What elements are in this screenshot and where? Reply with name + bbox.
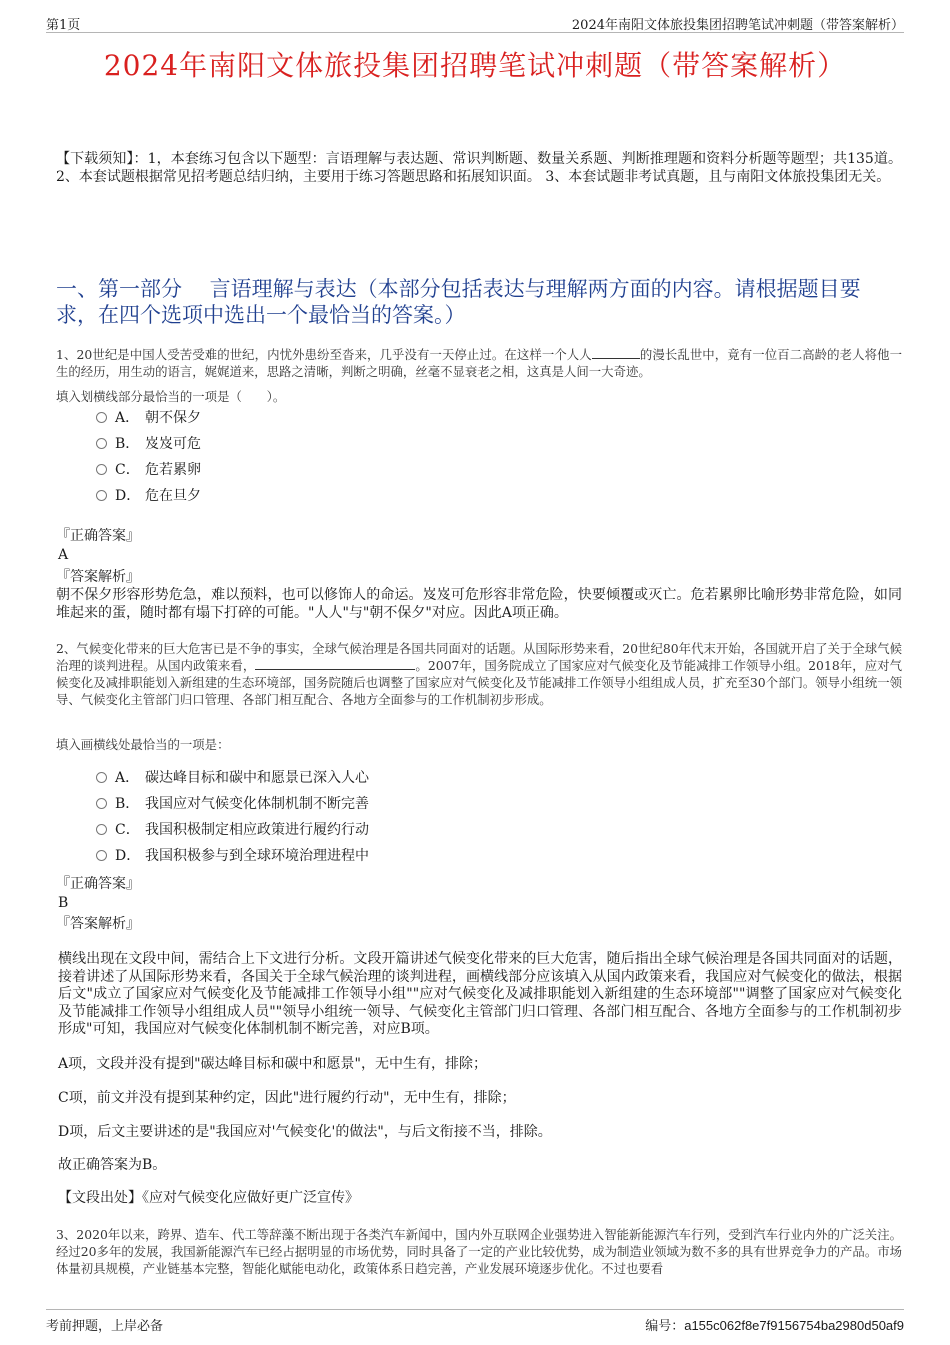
answer-blank xyxy=(592,346,640,359)
q2-note-c: C项，前文并没有提到某种约定，因此"进行履约行动"，无中生有，排除； xyxy=(58,1090,516,1106)
radio-icon[interactable] xyxy=(96,850,107,861)
q1-analysis-label: 『答案解析』 xyxy=(56,569,140,585)
radio-icon[interactable] xyxy=(96,438,107,449)
question-3-stem: 3、2020年以来，跨界、造车、代工等辞藻不断出现于各类汽车新闻中，国内外互联网企业强势进入智能新能源汽车行列，受到汽车行业内外的广泛关注。经过20多年的发展，我国新能源汽车已经占据明显的市场优势，同时具备了一定的产业比较优势，成为制造业领域为数不多的具有世界竞争力的产品。市场体量初具规模，产业链基本完整，智能化赋能电动化，政策体系日趋完善，产业发展环境逐步优化。不过也要看 xyxy=(56,1227,902,1276)
page-footer xyxy=(46,1309,904,1334)
q2-note-a: A项，文段并没有提到"碳达峰目标和碳中和愿景"，无中生有，排除； xyxy=(58,1056,487,1072)
q2-option-a[interactable]: A． 碳达峰目标和碳中和愿景已深入人心 xyxy=(96,768,369,788)
q2-analysis-label: 『答案解析』 xyxy=(56,916,140,932)
q1-answer-label: 『正确答案』 xyxy=(56,528,140,544)
q1-option-c[interactable]: C． 危若累卵 xyxy=(96,460,201,480)
question-1-stem: 1、20世纪是中国人受苦受难的世纪，内忧外患纷至沓来，几乎没有一天停止过。在这样一个人人 的漫长乱世中，竟有一位百二高龄的老人将他一生的经历，用生动的语言，娓娓道来，思路之清晰，判断之明确，丝毫不显衰老之相，这真是人间一大奇迹。 xyxy=(56,347,902,379)
question-2-prompt: 填入画横线处最恰当的一项是： xyxy=(56,737,230,752)
download-notice: 【下载须知】：1，本套练习包含以下题型：言语理解与表达题、常识判断题、数量关系题、判断推理题和资料分析题等题型；共135道。 2、本套试题根据常见招考题总结归纳，主要用于练习答题思路和拓展知识面。 3、本套试题非考试真题，且与南阳文体旅投集团无关。 xyxy=(56,151,902,185)
header-doc-title: 2024年南阳文体旅投集团招聘笔试冲刺题（带答案解析） xyxy=(571,18,904,33)
footer-code: 编号：a155c062f8e7f9156754ba2980d50af9 xyxy=(645,1318,904,1333)
page-number: 第1页 xyxy=(46,18,81,33)
q2-source: 【文段出处】《应对气候变化应做好更广泛宣传》 xyxy=(58,1190,359,1206)
question-2-stem: 2、气候变化带来的巨大危害已是不争的事实，全球气候治理是各国共同面对的话题。从国际形势来看，20世纪80年代末开始，各国就开启了关于全球气候治理的谈判进程。从国内政策来看， 。2007年，国务院成立了国家应对气候变化及节能减排工作领导小组。2018年，应对气候变化及减排职能划入新组建的生态环境部，国务院随后也调整了国家应对气候变化及节能减排工作领导小组组成人员，扩充至30个部门。领导小组统一领导、气候变化主管部门归口管理、各部门相互配合、各地方全面参与的工作机制初步形成。 xyxy=(56,641,902,707)
document-title: 2024年南阳文体旅投集团招聘笔试冲刺题（带答案解析） xyxy=(103,49,847,82)
q2-answer: B xyxy=(58,895,69,911)
section-title: 一、第一部分 言语理解与表达（本部分包括表达与理解两方面的内容。请根据题目要求，在四个选项中选出一个最恰当的答案。） xyxy=(56,277,861,327)
q2-option-b[interactable]: B． 我国应对气候变化体制机制不断完善 xyxy=(96,794,369,814)
q2-answer-label: 『正确答案』 xyxy=(56,876,140,892)
radio-icon[interactable] xyxy=(96,824,107,835)
q2-option-c[interactable]: C． 我国积极制定相应政策进行履约行动 xyxy=(96,820,369,840)
q1-option-b[interactable]: B． 岌岌可危 xyxy=(96,434,201,454)
radio-icon[interactable] xyxy=(96,772,107,783)
q2-conclusion: 故正确答案为B。 xyxy=(58,1157,167,1173)
radio-icon[interactable] xyxy=(96,490,107,501)
radio-icon[interactable] xyxy=(96,464,107,475)
q1-option-d[interactable]: D． 危在旦夕 xyxy=(96,486,201,506)
radio-icon[interactable] xyxy=(96,798,107,809)
page-header xyxy=(46,12,904,33)
footer-slogan: 考前押题，上岸必备 xyxy=(46,1319,164,1334)
answer-blank xyxy=(255,657,415,670)
q1-analysis: 朝不保夕形容形势危急，难以预料，也可以修饰人的命运。岌岌可危形容非常危险，快要倾覆或灭亡。危若累卵比喻形势非常危险，如同堆起来的蛋，随时都有塌下打碎的可能。"人人"与"朝不保夕"对应。因此A项正确。 xyxy=(56,587,902,621)
q1-answer: A xyxy=(58,547,69,563)
q2-option-d[interactable]: D． 我国积极参与到全球环境治理进程中 xyxy=(96,846,369,866)
q2-note-d: D项，后文主要讲述的是"我国应对'气候变化'的做法"，与后文衔接不当，排除。 xyxy=(58,1124,552,1140)
question-1-prompt: 填入划横线部分最恰当的一项是（ ）。 xyxy=(56,389,286,404)
q2-analysis: 横线出现在文段中间，需结合上下文进行分析。文段开篇讲述气候变化带来的巨大危害，随后指出全球气候治理是各国共同面对的话题，接着讲述了从国际形势来看，各国关于全球气候治理的谈判进程，画横线部分应该填入从国内政策来看，我国应对气候变化的做法，根据后文"成立了国家应对气候变化及节能减排工作领导小组""应对气候变化及减排职能划入新组建的生态环境部""调整了国家应对气候变化及节能减排工作领导小组组成人员""领导小组统一领导、气候变化主管部门归口管理、各部门相互配合、各地方全面参与的工作机制初步形成"可知，我国应对气候变化体制机制不断完善，对应B项。 xyxy=(58,951,902,1037)
q1-option-a[interactable]: A． 朝不保夕 xyxy=(96,408,201,428)
radio-icon[interactable] xyxy=(96,412,107,423)
